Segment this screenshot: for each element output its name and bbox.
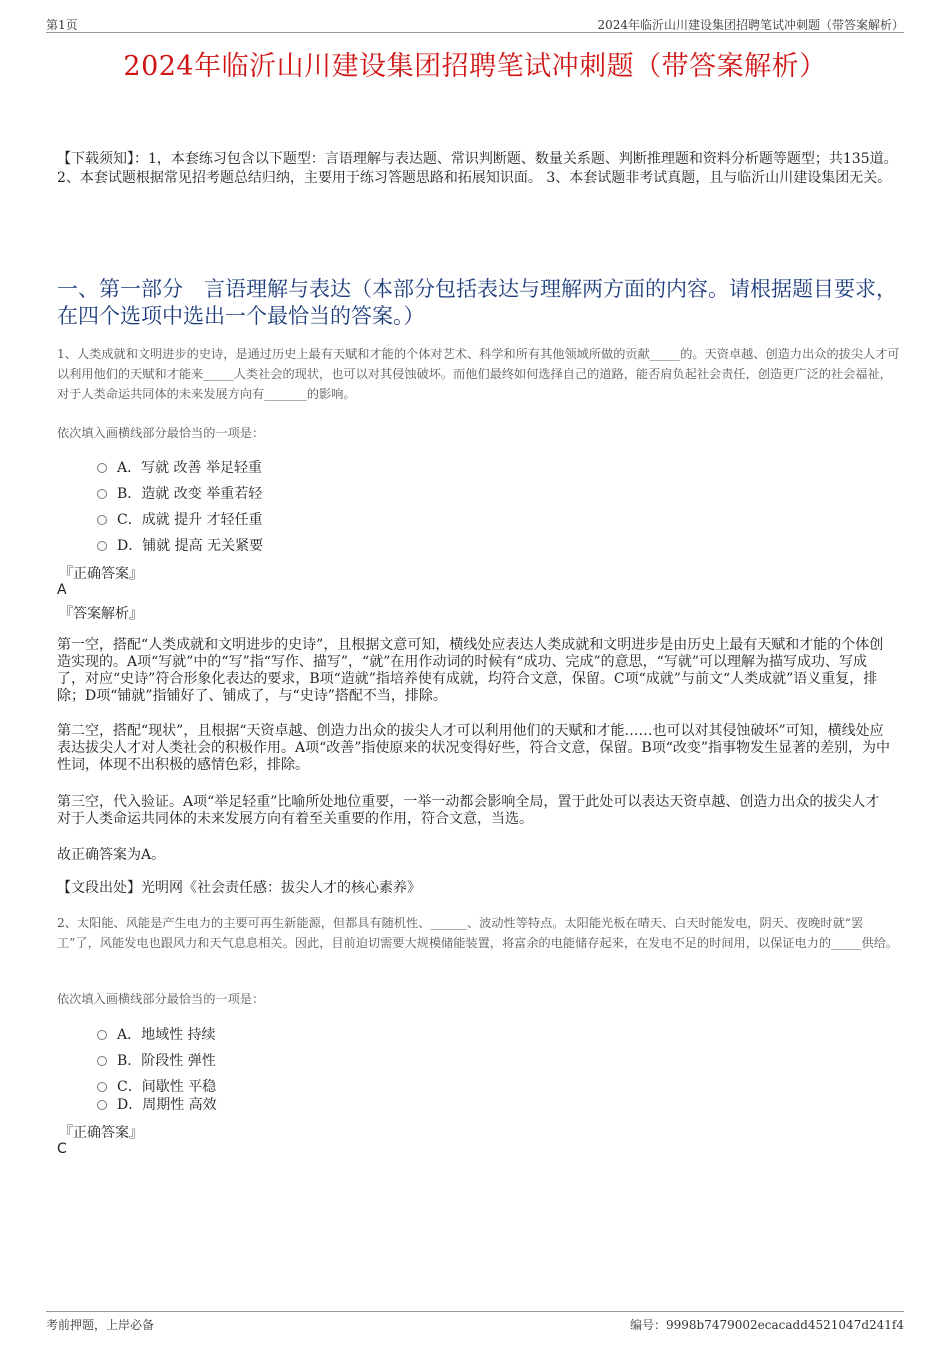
radio-icon[interactable] — [97, 489, 107, 499]
question-1-option-a[interactable] — [97, 457, 262, 477]
radio-icon[interactable] — [97, 1030, 107, 1040]
page-footer — [46, 1311, 904, 1332]
question-2-text: 2、太阳能、风能是产生电力的主要可再生新能源，但都具有随机性、______、波动性等特点。太阳能光板在晴天、白天时能发电，阴天、夜晚时就“罢工”了，风能发电也跟风力和天气息息相关。因此，目前迫切需要大规模储能装置，将富余的电能储存起来，在发电不足的时间用，以保证电力的_____供给。 — [57, 916, 899, 950]
option-label: C．间歇性 平稳 — [117, 1079, 217, 1095]
radio-icon[interactable] — [97, 515, 107, 525]
option-label: D．周期性 高效 — [117, 1097, 217, 1113]
option-label: B．阶段性 弹性 — [117, 1053, 216, 1069]
section-title: 一、第一部分 言语理解与表达（本部分包括表达与理解两方面的内容。请根据题目要求，在四个选项中选出一个最恰当的答案。） — [57, 277, 897, 328]
option-label: D．铺就 提高 无关紧要 — [117, 538, 264, 554]
radio-icon[interactable] — [97, 541, 107, 551]
question-1-option-d[interactable] — [97, 535, 263, 555]
option-label: B．造就 改变 举重若轻 — [117, 486, 263, 502]
radio-icon[interactable] — [97, 1100, 107, 1110]
question-1-analysis-para-1: 第一空，搭配“人类成就和文明进步的史诗”，且根据文意可知，横线处应表达人类成就和文明进步是由历史上最有天赋和才能的个体创造实现的。A项“写就”中的“写”指“写作、描写”，“就”在用作动词的时候有“成功、完成”的意思，“写就”可以理解为描写成功、写成了，对应“史诗”符合形象化表达的要求，B项“造就”指培养使有成就，均符合文意，保留。C项“成就”与前文“人类成就”语义重复，排除；D项“铺就”指铺好了、铺成了，与“史诗”搭配不当，排除。 — [57, 637, 884, 704]
header-doc-title: 2024年临沂山川建设集团招聘笔试冲刺题（带答案解析） — [597, 18, 904, 32]
question-1-text: 1、人类成就和文明进步的史诗，是通过历史上最有天赋和才能的个体对艺术、科学和所有其他领域所做的贡献_____的。天资卓越、创造力出众的拔尖人才可以利用他们的天赋和才能来_____人类社会的现状，也可以对其侵蚀破坏。而他们最终如何选择自己的道路，能否肩负起社会责任，创造更广泛的社会福祉，对于人类命运共同体的未来发展方向有_______的影响。 — [57, 347, 900, 401]
question-2-option-c[interactable] — [97, 1076, 216, 1096]
question-1-analysis-para-4: 故正确答案为A。 — [57, 847, 166, 863]
question-2-correct-answer: C — [57, 1141, 67, 1157]
question-1-correct-label: 『正确答案』 — [59, 566, 143, 582]
radio-icon[interactable] — [97, 1082, 107, 1092]
footer-document-id: 编号：9998b7479002ecacadd4521047d241f4 — [630, 1318, 904, 1332]
radio-icon[interactable] — [97, 463, 107, 473]
option-label: C．成就 提升 才轻任重 — [117, 512, 263, 528]
option-label: A．写就 改善 举足轻重 — [117, 460, 263, 476]
radio-icon[interactable] — [97, 1056, 107, 1066]
question-1-correct-answer: A — [57, 582, 67, 598]
question-2-option-b[interactable] — [97, 1050, 216, 1070]
footer-slogan: 考前押题，上岸必备 — [46, 1318, 155, 1332]
question-1-analysis-label: 『答案解析』 — [59, 606, 143, 622]
question-2-correct-label: 『正确答案』 — [59, 1125, 143, 1141]
question-1-option-b[interactable] — [97, 483, 262, 503]
question-1-prompt: 依次填入画横线部分最恰当的一项是： — [57, 426, 265, 440]
page-header — [46, 14, 904, 33]
question-1-analysis-para-3: 第三空，代入验证。A项“举足轻重”比喻所处地位重要，一举一动都会影响全局，置于此处可以表达天资卓越、创造力出众的拔尖人才对于人类命运共同体的未来发展方向有着至关重要的作用，符合文意，当选。 — [57, 794, 880, 827]
option-label: A．地域性 持续 — [117, 1027, 216, 1043]
question-2-option-d[interactable] — [97, 1094, 217, 1114]
page-title: 2024年临沂山川建设集团招聘笔试冲刺题（带答案解析） — [123, 51, 827, 82]
question-2-prompt: 依次填入画横线部分最恰当的一项是： — [57, 992, 265, 1006]
page-number: 第1页 — [46, 18, 78, 32]
question-1-analysis-para-2: 第二空，搭配“现状”，且根据“天资卓越、创造力出众的拔尖人才可以利用他们的天赋和才能……也可以对其侵蚀破坏”可知，横线处应表达拔尖人才对人类社会的积极作用。A项“改善”指使原来的状况变得好些，符合文意，保留。B项“改变”指事物发生显著的差别，为中性词，体现不出积极的感情色彩，排除。 — [57, 723, 891, 773]
question-1-source: 【文段出处】光明网《社会责任感：拔尖人才的核心素养》 — [57, 880, 421, 896]
download-notice: 【下载须知】：1，本套练习包含以下题型：言语理解与表达题、常识判断题、数量关系题、判断推理题和资料分析题等题型；共135道。 2、本套试题根据常见招考题总结归纳，主要用于练习答题思路和拓展知识面。 3、本套试题非考试真题，且与临沂山川建设集团无关。 — [57, 151, 898, 186]
question-2-option-a[interactable] — [97, 1024, 216, 1044]
question-1-option-c[interactable] — [97, 509, 263, 529]
